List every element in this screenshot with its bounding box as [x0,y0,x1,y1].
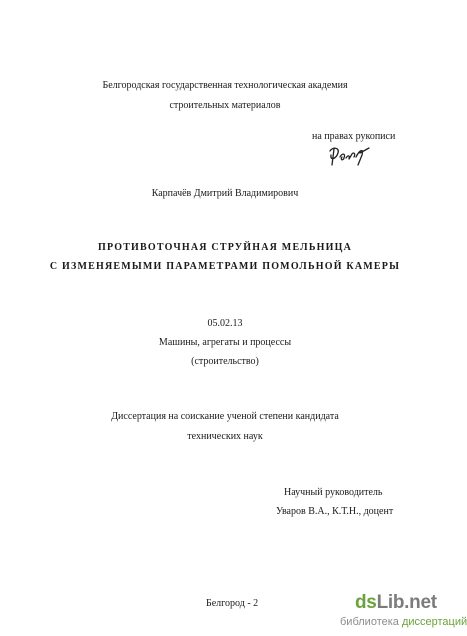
degree-line-2: технических наук [187,431,263,442]
institution-line-2: строительных материалов [169,100,281,111]
city-year: Белгород - 2 [206,598,259,609]
watermark-logo[interactable] [340,592,467,632]
specialty-field: (строительство) [191,356,259,367]
author-name: Карпачёв Дмитрий Владимирович [151,188,299,199]
supervisor-label: Научный руководитель [284,487,383,498]
watermark-subtitle: библиотека диссертаций [340,616,467,628]
watermark-logo-text: dsLib.net [355,592,437,613]
specialty-name: Машины, агрегаты и процессы [158,337,292,348]
manuscript-note: на правах рукописи [312,131,396,142]
institution-line-1: Белгородская государственная технологическая академия [102,80,348,91]
degree-line-1: Диссертация на соискание ученой степени кандидата [111,411,339,422]
thesis-title-line-2: С ИЗМЕНЯЕМЫМИ ПАРАМЕТРАМИ ПОМОЛЬНОЙ КАМЕРЫ [49,261,401,272]
supervisor-name: Уваров В.А., К.Т.Н., доцент [276,506,394,517]
thesis-title-line-1: ПРОТИВОТОЧНАЯ СТРУЙНАЯ МЕЛЬНИЦА [97,242,353,253]
specialty-code: 05.02.13 [207,318,243,329]
signature-image [326,143,372,167]
